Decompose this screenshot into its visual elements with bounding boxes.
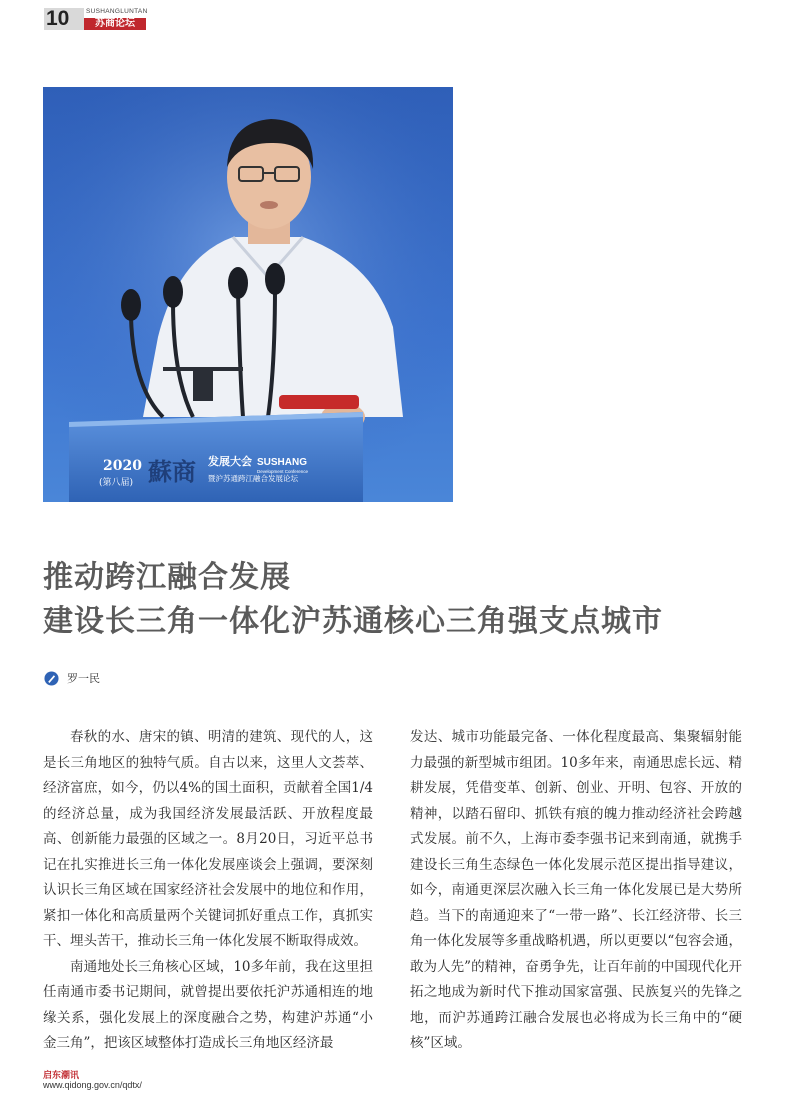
paragraph: 南通地处长三角核心区域，10多年前，我在这里担任南通市委书记期间，就曾提出要依托沪苏通相连的地缘关系，强化发展上的深度融合之势，构建沪苏通“小金三角”，把该区域整体打造成长三角地区经济最 xyxy=(43,958,373,1051)
page-number: 10 xyxy=(44,8,84,30)
banner-title: 发展大会 xyxy=(208,455,252,468)
brand-english: SUSHANGLUNTAN xyxy=(86,8,148,15)
article-column-left xyxy=(43,725,373,1057)
banner-brand: SUSHANG xyxy=(257,457,308,468)
banner-year: 2020 xyxy=(103,458,142,474)
title-line-1: 推动跨江融合发展 xyxy=(43,560,291,595)
author-name: 罗一民 xyxy=(67,672,100,685)
banner-edition: (第八届) xyxy=(99,478,134,488)
speaker-photo xyxy=(43,87,453,502)
author-line xyxy=(44,670,100,686)
paragraph: 发达、城市功能最完备、一体化程度最高、集聚辐射能力最强的新型城市组团。10多年来，南通思虑长远、精耕发展，凭借变革、创新、创业、开明、包容、开放的精神，以踏石留印、抓铁有痕的魄力推动经济社会跨越式发展。前不久，上海市委李强书记来到南通，就携手建设长三角生态绿色一体化发展示范区提出指导建议，如今，南通更深层次融入长三角一体化发展已是大势所趋。当下的南通迎来了“一带一路”、长江经济带、长三角一体化发展等多重战略机遇，所以更要以“包容会通，敢为人先”的精神，奋勇争先，让百年前的中国现代化开拓之地成为新时代下推动国家富强、民族复兴的先锋之地，而沪苏通跨江融合发展也必将成为长三角中的“硬核”区域。 xyxy=(410,729,742,1051)
brand-chinese: 苏商论坛 xyxy=(84,18,146,30)
banner-logo: 蘇商 xyxy=(148,457,196,486)
article-column-right xyxy=(410,725,742,1057)
pen-icon xyxy=(44,671,59,686)
footer-brand: 启东潮讯 xyxy=(43,1071,80,1081)
banner-forum: 暨沪苏通跨江融合发展论坛 xyxy=(208,474,298,483)
article-title xyxy=(43,556,763,644)
title-line-2: 建设长三角一体化沪苏通核心三角强支点城市 xyxy=(43,604,663,639)
magazine-brand xyxy=(84,8,146,30)
footer-url: www.qidong.gov.cn/qdtx/ xyxy=(43,1080,142,1090)
banner-subtitle-en: Development Conference xyxy=(257,469,309,474)
paragraph: 春秋的水、唐宋的镇、明清的建筑、现代的人，这是长三角地区的独特气质。自古以来，这里人文荟萃、经济富庶，如今，仍以4%的国土面积，贡献着全国1/4的经济总量，成为我国经济发展最活跃、开放程度最高、创新能力最强的区域之一。8月20日，习近平总书记在扎实推进长三角一体化发展座谈会上强调，要深刻认识长三角区域在国家经济社会发展中的地位和作用，紧扣一体化和高质量两个关键词抓好重点工作，真抓实干、埋头苦干，推动长三角一体化发展不断取得成效。 xyxy=(43,729,373,949)
